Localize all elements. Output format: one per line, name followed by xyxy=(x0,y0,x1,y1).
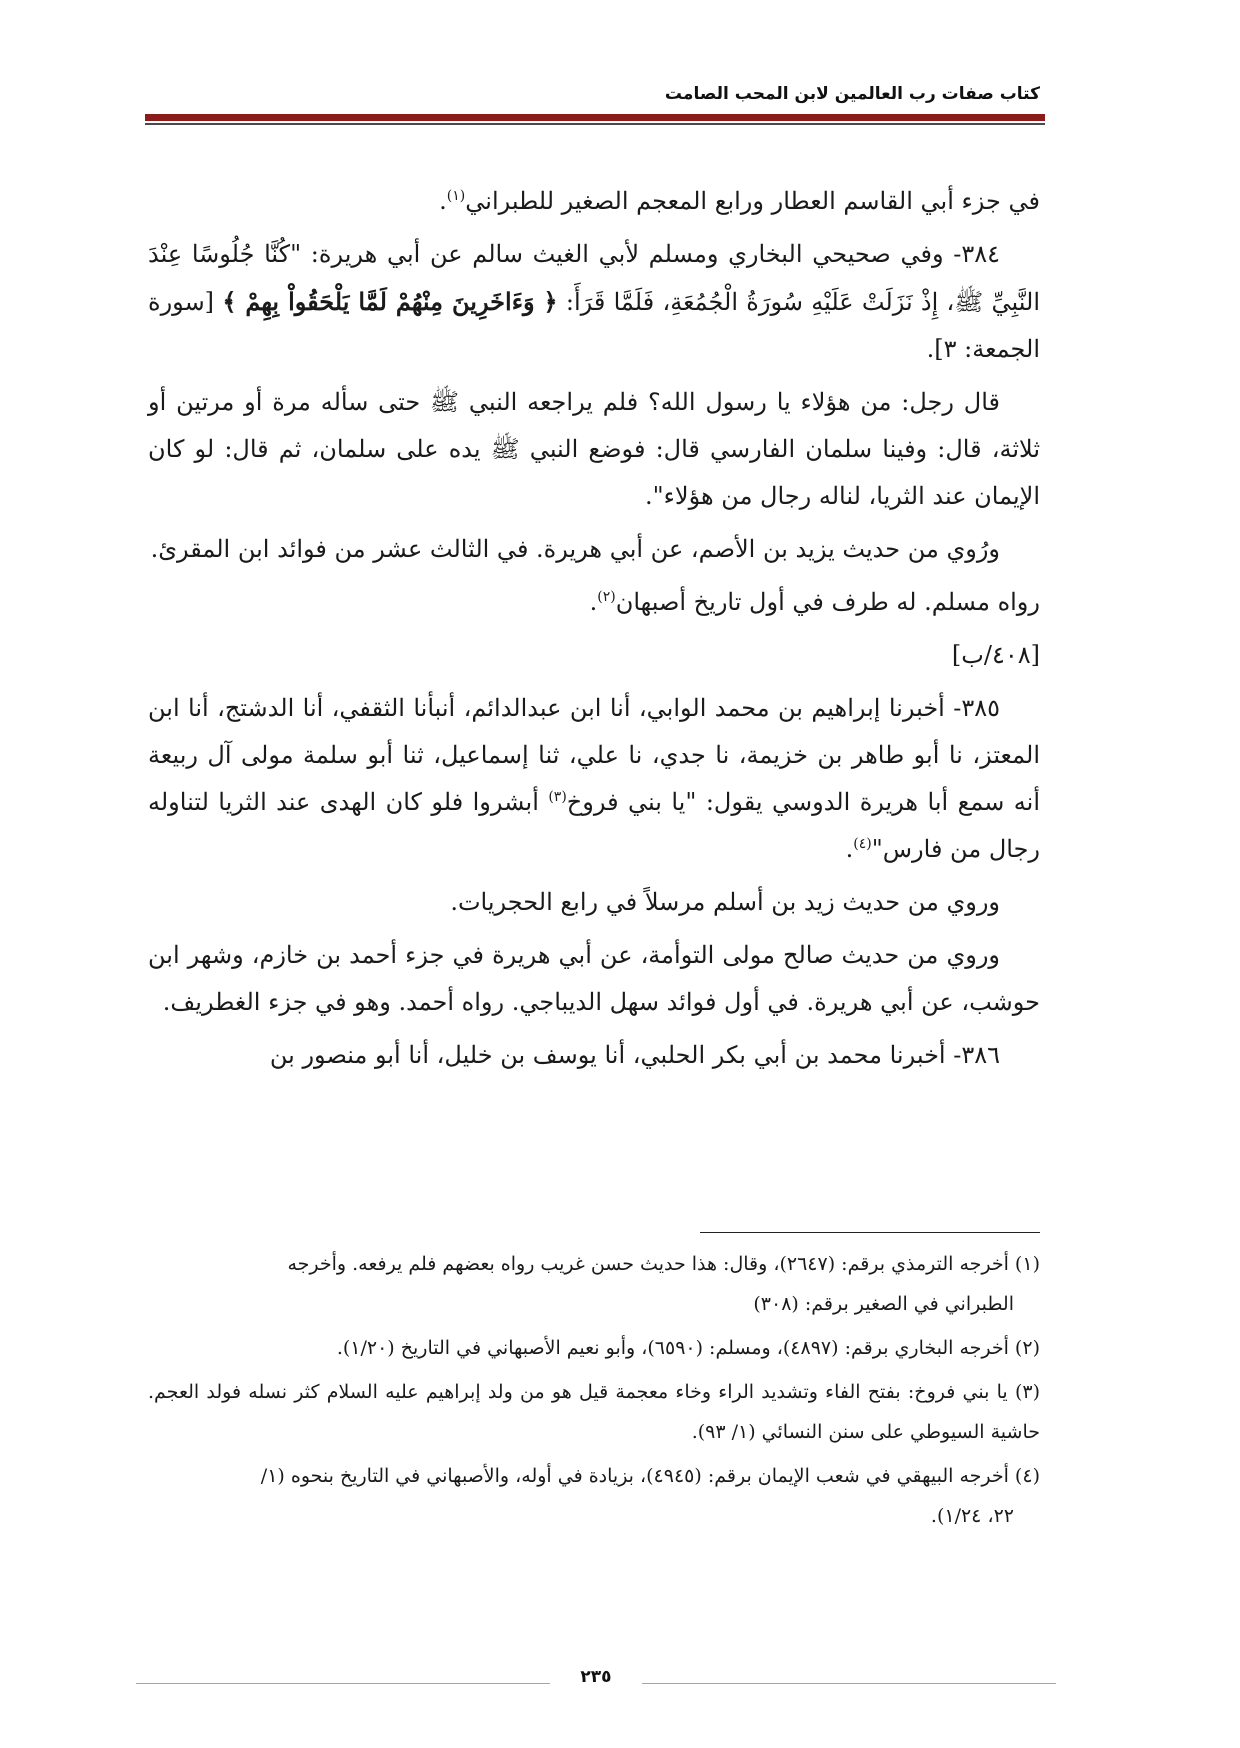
quran-verse: ﴿ وَءَاخَرِينَ مِنْهُمْ لَمَّا يَلْحَقُواْ بِهِمْ ﴾ xyxy=(222,287,558,316)
main-text xyxy=(148,178,1040,1085)
footnote-2: (٢) أخرجه البخاري برقم: (٤٨٩٧)، ومسلم: (٦٥٩٠)، وأبو نعيم الأصبهاني في التاريخ (١/٢٠). xyxy=(336,1337,1040,1359)
paragraph-9: وروي من حديث صالح مولى التوأمة، عن أبي هريرة في جزء أحمد بن خازم، وشهر ابن حوشب، عن أبي هريرة. في أول فوائد سهل الديباجي. رواه أحمد. وهو في جزء الغطريف. xyxy=(148,941,1040,1016)
header-rule-thin xyxy=(145,123,1045,125)
footer-rule-left xyxy=(136,1683,550,1684)
footnote-ref-4[interactable]: (٤) xyxy=(853,836,872,852)
footnote-separator xyxy=(700,1232,1040,1233)
paragraph-3: قال رجل: من هؤلاء يا رسول الله؟ فلم يراجعه النبي ﷺ حتى سأله مرة أو مرتين أو ثلاثة، قال: وفينا سلمان الفارسي قال: فوضع النبي ﷺ يده على سلمان، ثم قال: لو كان الإيمان عند الثريا، لناله رجال من هؤلاء". xyxy=(148,388,1040,510)
footnote-1: (١) أخرجه الترمذي برقم: (٢٦٤٧)، وقال: هذا حديث حسن غريب رواه بعضهم فلم يرفعه. وأخرجه الطبراني في الصغير برقم: (٣٠٨) xyxy=(287,1253,1040,1315)
manuscript-folio-marker: [٤٠٨/ب] xyxy=(951,641,1040,669)
footnote-ref-2[interactable]: (٢) xyxy=(597,589,616,605)
page-number: ٢٣٥ xyxy=(580,1667,612,1687)
paragraph-4: ورُوي من حديث يزيد بن الأصم، عن أبي هريرة. في الثالث عشر من فوائد ابن المقرئ. xyxy=(150,535,1000,563)
running-header-title: كتاب صفات رب العالمين لابن المحب الصامت xyxy=(664,84,1040,104)
paragraph-1: في جزء أبي القاسم العطار ورابع المعجم الصغير للطبراني$^{(١)}$. xyxy=(439,187,1040,215)
footnote-ref-3[interactable]: (٣) xyxy=(548,789,567,805)
footnote-ref-1[interactable]: (١) xyxy=(446,188,466,204)
paragraph-hadith-384: ٣٨٤- وفي صحيحي البخاري ومسلم لأبي الغيث سالم عن أبي هريرة: "كُنَّا جُلُوسًا عِنْدَ النَّبِيِّ ﷺ، إِذْ نَزَلَتْ عَلَيْهِ سُورَةُ الْجُمُعَةِ، فَلَمَّا قَرَأَ: ﴿ وَءَاخَرِينَ مِنْهُمْ لَمَّا يَلْحَقُواْ بِهِمْ ﴾ [سورة الجمعة: ٣]. xyxy=(148,240,1041,363)
footnote-4: (٤) أخرجه البيهقي في شعب الإيمان برقم: (٤٩٤٥)، بزيادة في أوله، والأصبهاني في التاريخ بنحوه (١/ ٢٢، ١/٢٤). xyxy=(260,1465,1040,1527)
footnotes xyxy=(148,1244,1040,1540)
paragraph-5: رواه مسلم. له طرف في أول تاريخ أصبهان$^{(٢)}$. xyxy=(589,588,1040,616)
paragraph-8: وروي من حديث زيد بن أسلم مرسلاً في رابع الحجريات. xyxy=(450,888,1000,916)
footer-rule-right xyxy=(642,1683,1056,1684)
header-rule-thick xyxy=(145,114,1045,121)
paragraph-hadith-386: ٣٨٦- أخبرنا محمد بن أبي بكر الحلبي، أنا يوسف بن خليل، أنا أبو منصور بن xyxy=(269,1041,1000,1069)
paragraph-hadith-385: ٣٨٥- أخبرنا إبراهيم بن محمد الوابي، أنا ابن عبدالدائم، أنبأنا الثقفي، أنا الدشتج، أنا ابن المعتز، نا أبو طاهر بن خزيمة، نا جدي، نا علي، ثنا إسماعيل، ثنا أبو سلمة مولى آل ربيعة أنه سمع أبا هريرة الدوسي يقول: "يا بني فروخ$^{(٣)}$ أبشروا فلو كان الهدى عند الثريا لتناوله رجال من فارس"$^{(٤)}$. xyxy=(148,694,1040,863)
footnote-3: (٣) يا بني فروخ: بفتح الفاء وتشديد الراء وخاء معجمة قيل هو من ولد إبراهيم عليه السلام كثر نسله فولد العجم. حاشية السيوطي على سنن النسائي (١/ ٩٣). xyxy=(148,1381,1040,1443)
